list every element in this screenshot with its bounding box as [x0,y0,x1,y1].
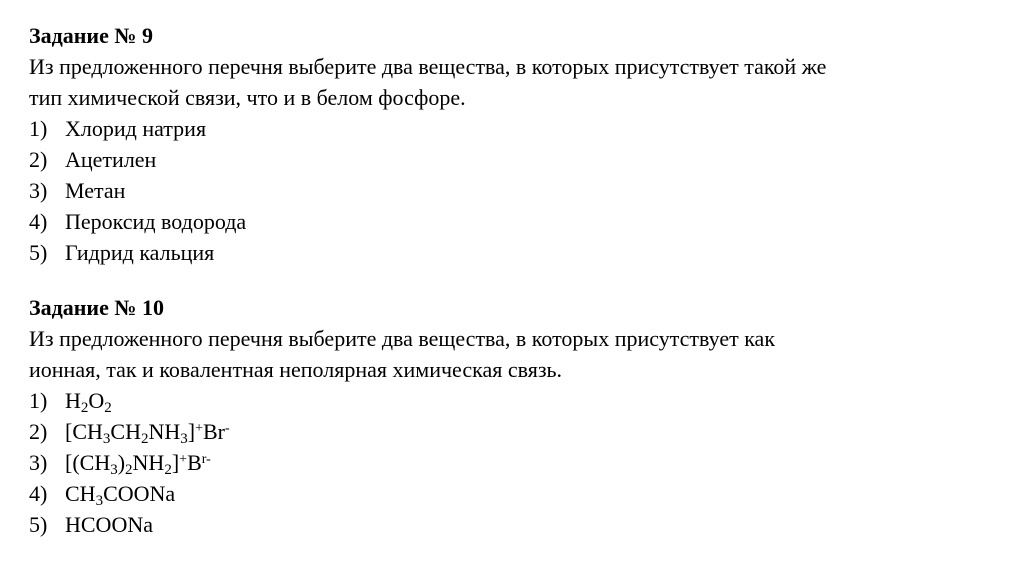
formula-subscript: 2 [80,400,89,416]
option-number: 2) [29,147,48,172]
option-number: 2) [29,419,48,444]
task-10-option-3 [29,447,999,478]
task-9-title: Задание № 9 [29,23,153,48]
chemical-formula [65,385,112,416]
formula-text: [(CH [65,450,111,475]
task-9-question-line-2: тип химической связи, что и в белом фосфоре. [29,85,466,110]
task-10-question-line-1: Из предложенного перечня выберите два вещества, в которых присутствует как [29,326,776,351]
formula-subscript: 2 [125,462,133,478]
option-number: 4) [29,481,48,506]
formula-text: Br [202,419,225,444]
formula-text: ] [187,419,196,444]
option-text: Гидрид кальция [65,240,215,265]
task-9-question-line-1: Из предложенного перечня выберите два вещества, в которых присутствует такой же [29,54,827,79]
formula-text: CH [65,481,96,506]
option-number: 1) [29,388,48,413]
option-number: 4) [29,209,48,234]
task-10-title: Задание № 10 [29,295,164,320]
task-9-option-4 [29,206,999,237]
task-9-option-2 [29,144,999,175]
chemical-formula [65,416,230,447]
formula-subscript: 2 [104,400,112,416]
option-number: 5) [29,240,48,265]
formula-text: NH [132,450,165,475]
task-10-option-1 [29,385,999,416]
formula-text: ] [171,450,180,475]
option-number: 1) [29,116,48,141]
option-text: Хлорид натрия [65,116,207,141]
formula-subscript: 3 [102,431,111,447]
task-9-option-5 [29,237,999,268]
chemical-formula [65,509,153,540]
task-10-question-line-2: ионная, так и ковалентная неполярная химическая связь. [29,357,563,382]
task-10-option-4 [29,478,999,509]
task-10 [29,292,999,540]
task-10-options [29,385,999,540]
formula-subscript: 3 [95,493,104,509]
formula-text: [CH [65,419,103,444]
formula-text: COONa [103,481,176,506]
task-10-option-5 [29,509,999,540]
option-number: 3) [29,178,48,203]
formula-text: B [187,450,202,475]
option-text: Метан [65,178,126,203]
formula-subscript: 2 [164,462,172,478]
document [29,20,999,540]
formula-superscript: r- [201,452,211,467]
formula-text: NH [148,419,181,444]
formula-text: ) [117,450,126,475]
option-text: Ацетилен [65,147,157,172]
task-9-options [29,113,999,268]
formula-text: O [88,388,105,413]
option-number: 5) [29,512,48,537]
formula-subscript: 2 [140,431,149,447]
formula-text: CH [110,419,141,444]
option-number: 3) [29,450,48,475]
formula-subscript: 3 [180,431,188,447]
task-9-option-3 [29,175,999,206]
chemical-formula [65,478,175,509]
chemical-formula [65,447,211,478]
formula-superscript: + [195,421,203,436]
formula-text: H [65,388,81,413]
task-10-option-2 [29,416,999,447]
formula-superscript: + [179,452,188,467]
task-9-option-1 [29,113,999,144]
task-9 [29,20,999,268]
formula-superscript: - [224,421,230,436]
formula-text: HCOONa [65,512,153,537]
option-text: Пероксид водорода [65,209,247,234]
section-spacer [29,268,999,292]
formula-subscript: 3 [110,462,118,478]
